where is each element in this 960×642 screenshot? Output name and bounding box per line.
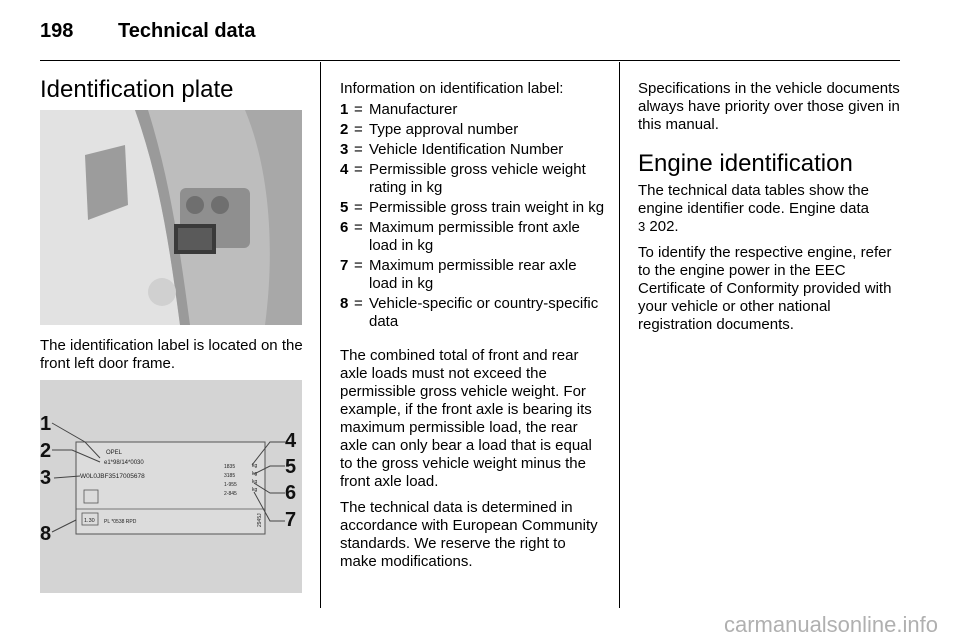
- legend-text: Vehicle Identification Number: [369, 141, 564, 158]
- legend-number: 4: [340, 161, 349, 178]
- plate-unit: kg: [252, 463, 258, 469]
- plate-brand: OPEL: [106, 450, 123, 456]
- callout-2: 2: [40, 440, 52, 462]
- plate-unit: kg: [252, 487, 258, 493]
- plate-unit: kg: [252, 471, 258, 477]
- header-title: Technical data: [118, 20, 256, 42]
- plate-weight: 1835: [224, 464, 236, 470]
- plate-extra: PL *0538 RPD: [104, 519, 137, 525]
- photo-caption: The identification label is located on the front left door frame.: [40, 337, 303, 372]
- legend-item: [340, 101, 605, 119]
- legend-text: Type approval number: [369, 121, 519, 138]
- priority-paragraph: Specifications in the vehicle documents always have priority over those given in this manual.: [638, 80, 900, 133]
- callout-6: 6: [285, 482, 297, 504]
- legend-equals: =: [354, 199, 363, 216]
- callout-1: 1: [40, 413, 52, 435]
- plate-weight: 1-955: [224, 482, 237, 488]
- plate-unit: kg: [252, 479, 258, 485]
- engine-data-text: The technical data tables show the engine identifier code. Engine data: [638, 182, 870, 217]
- section-title: Identification plate: [40, 76, 234, 103]
- legend-item: [340, 219, 605, 255]
- page-reference-icon: 3: [638, 219, 646, 234]
- legend-text: Maximum permissible rear axle load in kg: [369, 257, 577, 292]
- legend-item: [340, 161, 605, 197]
- plate-type-approval: e1*98/14*0030: [104, 460, 144, 466]
- engine-info-column: [638, 80, 903, 342]
- header-rule: [40, 60, 900, 61]
- legend-number: 6: [340, 219, 349, 236]
- plate-vin: W0L0JBF3517005678: [80, 473, 145, 480]
- legend-item: [340, 199, 605, 217]
- legend-number: 1: [340, 101, 349, 118]
- legend-text: Permissible gross train weight in kg: [369, 199, 605, 216]
- legend-item: [340, 295, 605, 331]
- column-divider: [619, 62, 620, 608]
- door-frame-photo: [40, 110, 302, 325]
- legend-text: Manufacturer: [369, 101, 458, 118]
- legend-equals: =: [354, 161, 363, 178]
- engine-power-paragraph: To identify the respective engine, refer to the engine power in the EEC Certificate of Conformity provided with your vehicle or other national registration documents.: [638, 244, 892, 333]
- identification-info-column: [340, 80, 605, 579]
- legend-equals: =: [354, 101, 363, 118]
- callout-5: 5: [285, 456, 297, 478]
- page-number: 198: [40, 20, 74, 42]
- plate-code: 1.30: [84, 518, 95, 524]
- legend-text: Maximum permissible front axle load in kg: [369, 219, 580, 254]
- identification-label-diagram: [40, 380, 302, 593]
- legend-equals: =: [354, 141, 363, 158]
- legend-text: Vehicle-specific or country-specific data: [369, 295, 599, 330]
- legend-equals: =: [354, 121, 363, 138]
- callout-4: 4: [285, 430, 297, 452]
- legend-list: [340, 101, 605, 331]
- column-divider: [320, 62, 321, 608]
- callout-7: 7: [285, 509, 297, 531]
- callout-3: 3: [40, 467, 52, 489]
- legend-intro: Information on identification label:: [340, 80, 564, 97]
- legend-number: 7: [340, 257, 349, 274]
- engine-data-paragraph: [638, 182, 903, 236]
- legend-number: 8: [340, 295, 349, 312]
- plate-side: 2945J: [257, 513, 263, 527]
- page-reference-link[interactable]: 202.: [649, 218, 679, 235]
- plate-weight: 2-845: [224, 491, 237, 497]
- standards-paragraph: The technical data is determined in accordance with European Community standards. We reserve the right to make modifications.: [340, 499, 598, 570]
- watermark: carmanualsonline.info: [723, 612, 938, 637]
- legend-item: [340, 257, 605, 293]
- legend-equals: =: [354, 219, 363, 236]
- legend-number: 2: [340, 121, 349, 138]
- legend-text: Permissible gross vehicle weight rating in kg: [369, 161, 586, 196]
- callout-8: 8: [40, 523, 52, 545]
- legend-equals: =: [354, 257, 363, 274]
- legend-number: 5: [340, 199, 349, 216]
- legend-equals: =: [354, 295, 363, 312]
- plate-weight: 3185: [224, 473, 236, 479]
- legend-item: [340, 141, 605, 159]
- engine-identification-heading: Engine identification: [638, 150, 853, 177]
- axle-load-paragraph: The combined total of front and rear axle loads must not exceed the permissible gross vehicle weight. For example, if the front axle is bearing its maximum permissible load, the rear axle can only bear a load that is equal to the gross vehicle weight minus the front axle load.: [340, 347, 592, 490]
- legend-item: [340, 121, 605, 139]
- legend-number: 3: [340, 141, 349, 158]
